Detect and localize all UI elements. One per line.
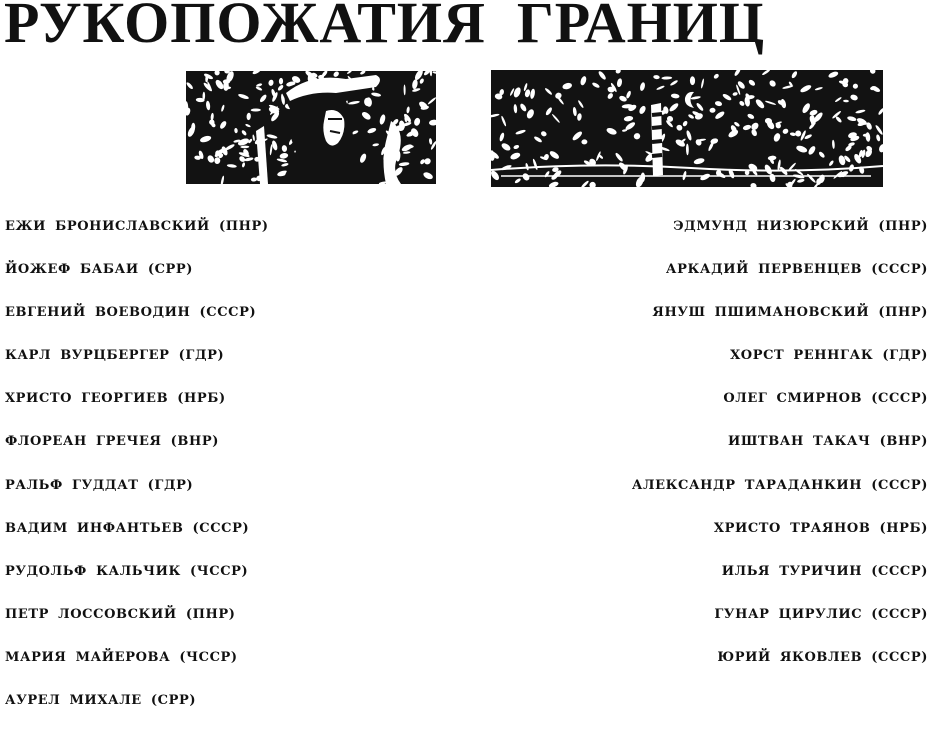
author-entry: АРКАДИЙ ПЕРВЕНЦЕВ (СССР)	[665, 262, 928, 278]
author-entry: МАРИЯ МАЙЕРОВА (ЧССР)	[5, 649, 238, 665]
author-entry: ЙОЖЕФ БАБАИ (СРР)	[5, 262, 194, 278]
author-entry: АЛЕКСАНДР ТАРАДАНКИН (СССР)	[631, 477, 928, 493]
author-entry: ГУНАР ЦИРУЛИС (СССР)	[714, 606, 928, 622]
author-entry: ИШТВАН ТАКАЧ (ВНР)	[727, 434, 928, 450]
author-entry: ОЛЕГ СМИРНОВ (СССР)	[723, 391, 928, 407]
author-entry: РУДОЛЬФ КАЛЬЧИК (ЧССР)	[5, 563, 249, 579]
woodcut-border-guards-icon	[186, 71, 436, 184]
author-entry: ВАДИМ ИНФАНТЬЕВ (СССР)	[5, 520, 250, 536]
woodcut-border-night-moon-icon	[491, 70, 883, 187]
author-entry: ФЛОРЕАН ГРЕЧЕЯ (ВНР)	[5, 434, 220, 450]
author-entry: ЕЖИ БРОНИСЛАВСКИЙ (ПНР)	[5, 219, 269, 234]
author-entry: ИЛЬЯ ТУРИЧИН (СССР)	[721, 563, 928, 579]
author-entry: ХРИСТО ГЕОРГИЕВ (НРБ)	[5, 391, 226, 407]
page-title: РУКОПОЖАТИЯ ГРАНИЦ	[4, 0, 766, 55]
author-entry: ЮРИЙ ЯКОВЛЕВ (СССР)	[717, 649, 928, 665]
author-entry: ЕВГЕНИЙ ВОЕВОДИН (СССР)	[5, 305, 257, 321]
authors-list-right	[568, 217, 928, 691]
author-entry: ХРИСТО ТРАЯНОВ (НРБ)	[713, 520, 928, 536]
author-entry: АУРЕЛ МИХАЛЕ (СРР)	[5, 693, 197, 709]
author-entry: КАРЛ ВУРЦБЕРГЕР (ГДР)	[5, 348, 225, 364]
authors-list-left	[5, 217, 335, 734]
author-entry: РАЛЬФ ГУДДАТ (ГДР)	[5, 477, 194, 493]
author-entry: ХОРСТ РЕННГАК (ГДР)	[730, 348, 928, 364]
author-entry: ЯНУШ ПШИМАНОВСКИЙ (ПНР)	[652, 305, 928, 321]
author-entry: ПЕТР ЛОССОВСКИЙ (ПНР)	[5, 606, 236, 622]
author-entry: ЭДМУНД НИЗЮРСКИЙ (ПНР)	[673, 219, 928, 234]
